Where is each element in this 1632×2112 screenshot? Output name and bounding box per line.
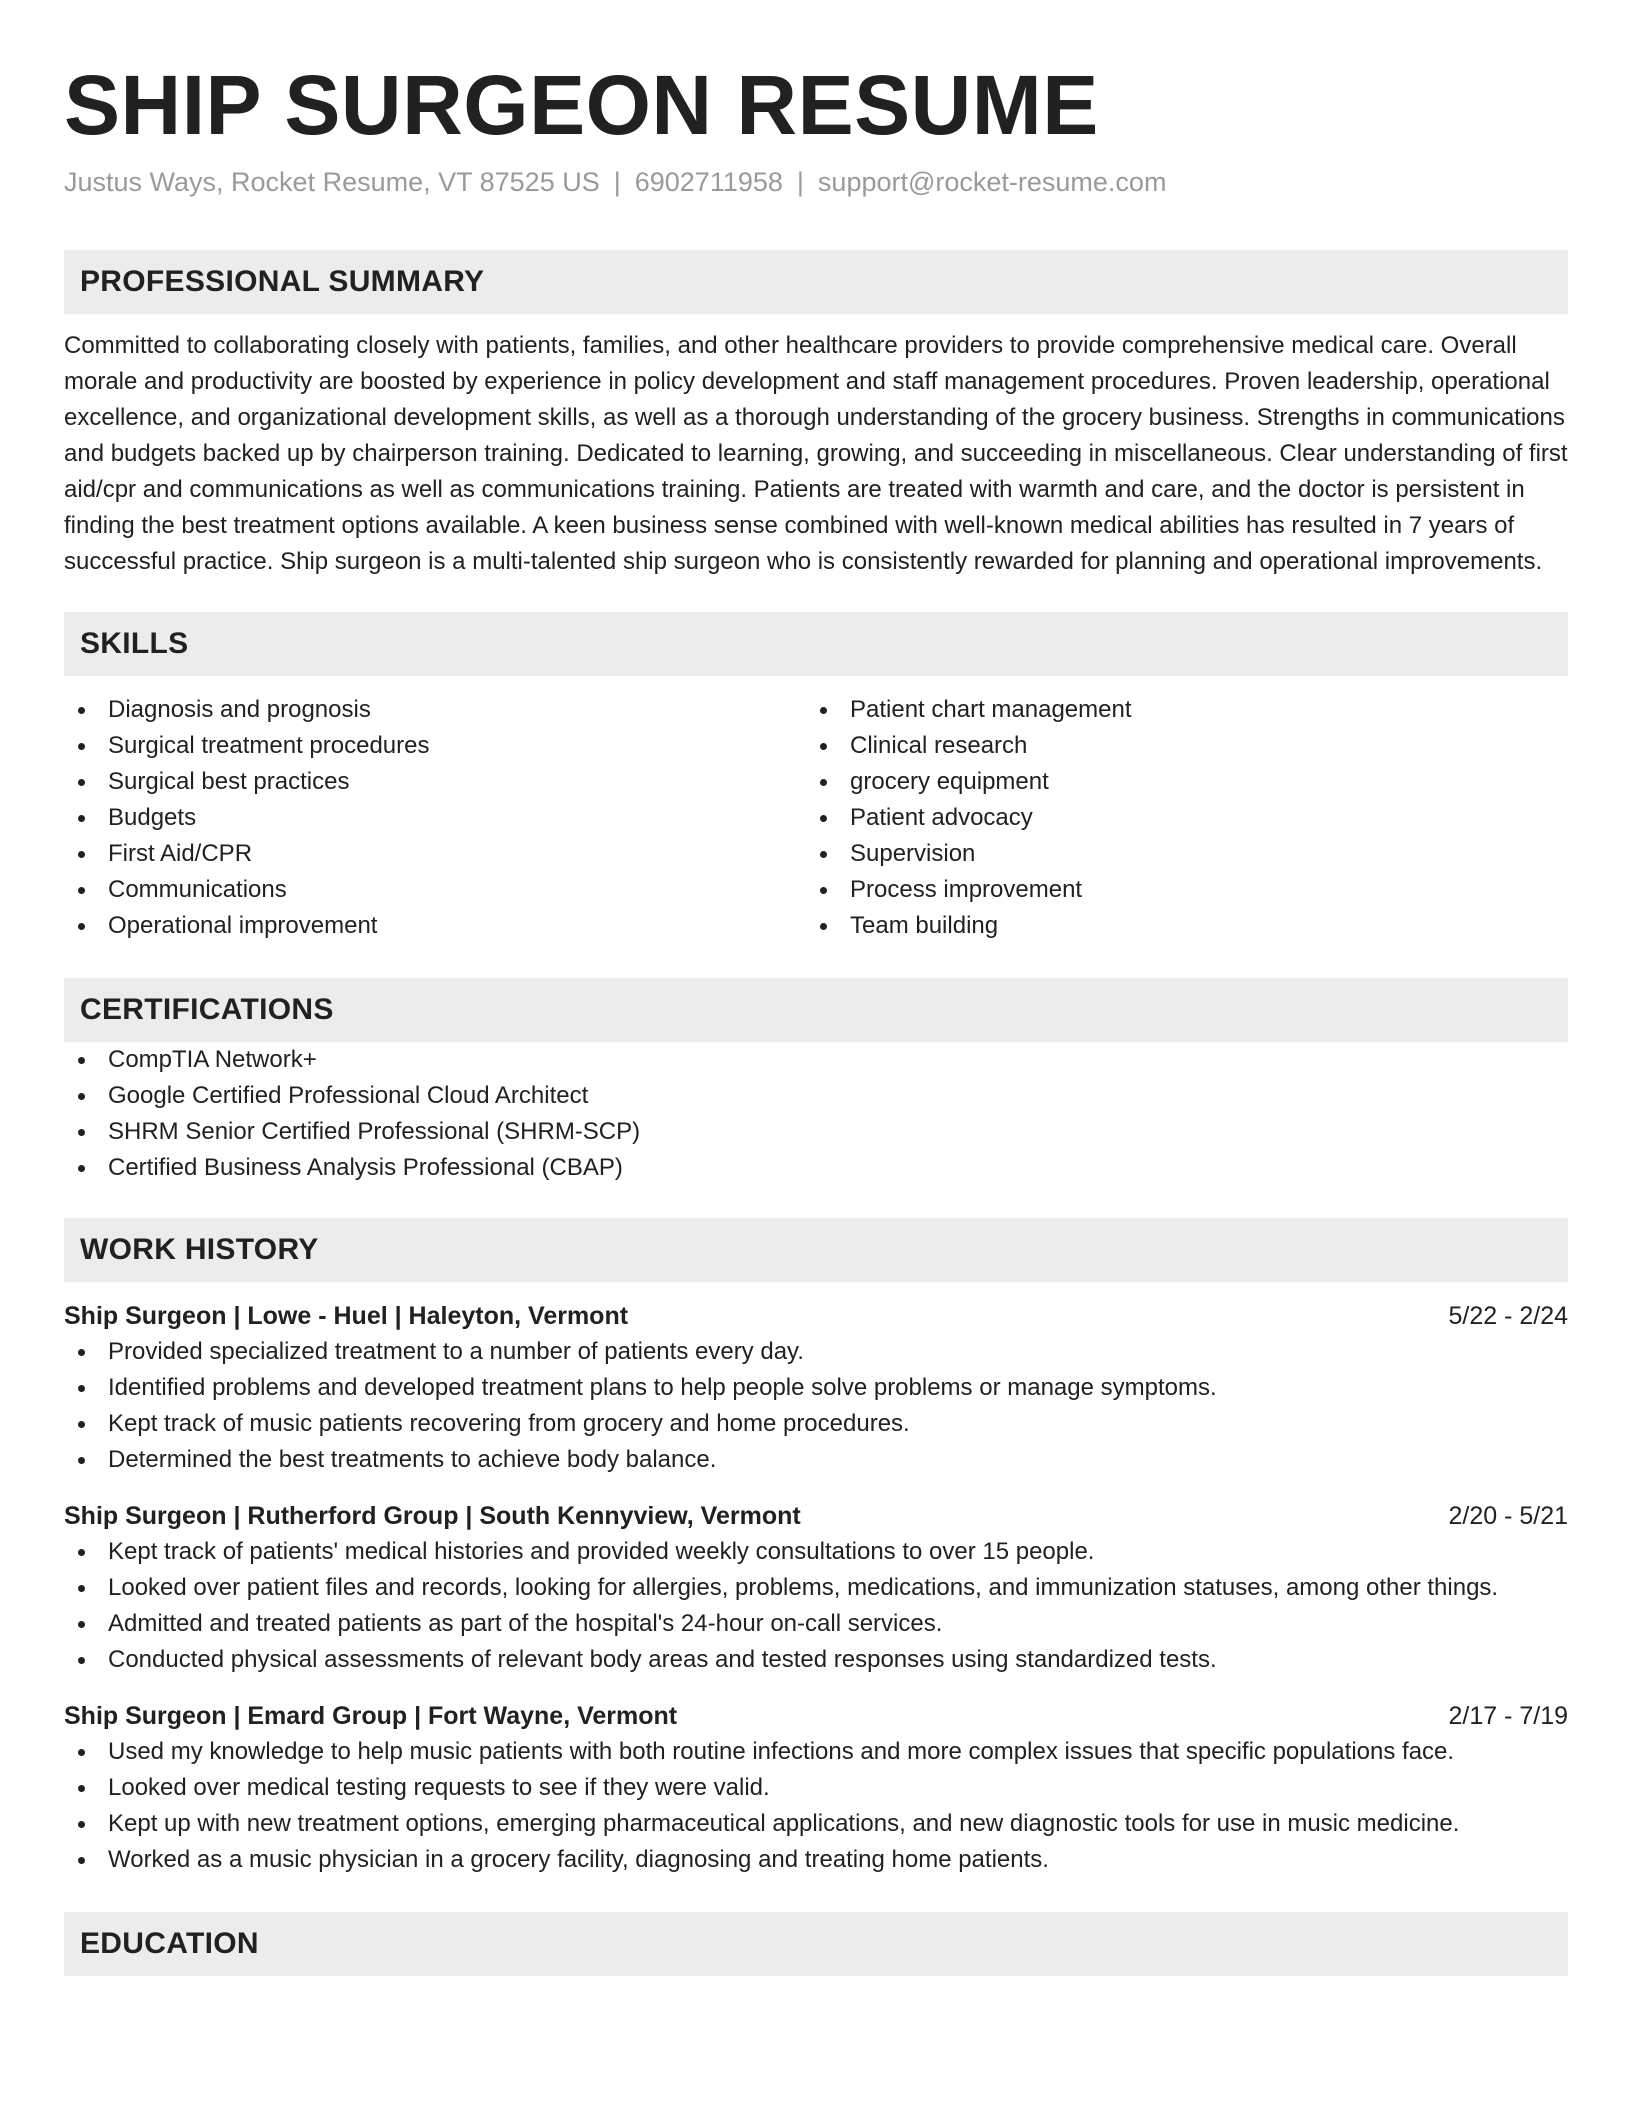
job-bullet: Looked over medical testing requests to see if they were valid. — [64, 1770, 1568, 1806]
summary-text: Committed to collaborating closely with patients, families, and other healthcare providers to provide comprehensive medical care. Overall morale and productivity are boosted by experience in policy development and staff management procedures. Proven leadership, operational excellence, and organizational development skills, as well as a thorough understanding of the grocery business. Strengths in communications and budgets backed up by chairperson training. Dedicated to learning, growing, and succeeding in miscellaneous. Clear understanding of first aid/cpr and communications as well as communications training. Patients are treated with warmth and care, and the doctor is persistent in finding the best treatment options available. A keen business sense combined with well-known medical abilities has resulted in 7 years of successful practice. Ship surgeon is a multi-talented ship surgeon who is consistently rewarded for planning and operational improvements. — [64, 332, 1568, 575]
skill-item: Surgical treatment procedures — [64, 728, 806, 764]
skill-item: Team building — [806, 908, 1548, 944]
certifications-list — [64, 1042, 1568, 1186]
section-heading-skills: SKILLS — [64, 612, 1568, 676]
job-dates: 5/22 - 2/24 — [1448, 1302, 1568, 1330]
skill-item: Process improvement — [806, 872, 1548, 908]
contact-email: support@rocket-resume.com — [817, 167, 1167, 197]
job-bullet-list — [64, 1534, 1568, 1678]
job-header — [64, 1298, 1568, 1334]
job-bullet: Kept track of patients' medical histories and provided weekly consultations to over 15 people. — [64, 1534, 1568, 1570]
contact-separator: | — [796, 167, 804, 197]
certification-item: Certified Business Analysis Professional (CBAP) — [64, 1150, 1568, 1186]
section-heading-work-history: WORK HISTORY — [64, 1218, 1568, 1282]
job-dates: 2/17 - 7/19 — [1448, 1702, 1568, 1730]
job-bullet: Looked over patient files and records, looking for allergies, problems, medications, and immunization statuses, among other things. — [64, 1570, 1568, 1606]
job-title: Ship Surgeon | Emard Group | Fort Wayne, Vermont — [64, 1702, 678, 1730]
job-entry — [64, 1298, 1568, 1478]
skills-right-list — [806, 692, 1548, 944]
resume-title: SHIP SURGEON RESUME — [64, 58, 1099, 152]
job-bullet: Conducted physical assessments of relevant body areas and tested responses using standardized tests. — [64, 1642, 1568, 1678]
contact-phone: 6902711958 — [634, 167, 783, 197]
skills-left-list — [64, 692, 806, 944]
skill-item: Patient advocacy — [806, 800, 1548, 836]
skill-item: First Aid/CPR — [64, 836, 806, 872]
section-heading-certifications: CERTIFICATIONS — [64, 978, 1568, 1042]
job-bullet: Worked as a music physician in a grocery facility, diagnosing and treating home patients. — [64, 1842, 1568, 1878]
job-entry — [64, 1498, 1568, 1678]
skill-item: Communications — [64, 872, 806, 908]
contact-separator: | — [613, 167, 621, 197]
job-bullet-list — [64, 1734, 1568, 1878]
job-bullet: Admitted and treated patients as part of the hospital's 24-hour on-call services. — [64, 1606, 1568, 1642]
skills-columns — [64, 692, 1568, 944]
job-bullet: Determined the best treatments to achieve body balance. — [64, 1442, 1568, 1478]
skill-item: Operational improvement — [64, 908, 806, 944]
job-header — [64, 1498, 1568, 1534]
skill-item: Clinical research — [806, 728, 1548, 764]
job-bullet: Identified problems and developed treatment plans to help people solve problems or manage symptoms. — [64, 1370, 1568, 1406]
certification-item: CompTIA Network+ — [64, 1042, 1568, 1078]
contact-address: Justus Ways, Rocket Resume, VT 87525 US — [64, 167, 600, 197]
certification-item: Google Certified Professional Cloud Architect — [64, 1078, 1568, 1114]
contact-line — [64, 164, 1568, 200]
skill-item: Patient chart management — [806, 692, 1548, 728]
job-bullet: Used my knowledge to help music patients with both routine infections and more complex issues that specific populations face. — [64, 1734, 1568, 1770]
skill-item: Diagnosis and prognosis — [64, 692, 806, 728]
job-bullet: Kept up with new treatment options, emerging pharmaceutical applications, and new diagnostic tools for use in music medicine. — [64, 1806, 1568, 1842]
job-dates: 2/20 - 5/21 — [1448, 1502, 1568, 1530]
section-heading-summary: PROFESSIONAL SUMMARY — [64, 250, 1568, 314]
job-bullet-list — [64, 1334, 1568, 1478]
skill-item: grocery equipment — [806, 764, 1548, 800]
job-header — [64, 1698, 1568, 1734]
job-entry — [64, 1698, 1568, 1878]
section-heading-education: EDUCATION — [64, 1912, 1568, 1976]
job-bullet: Kept track of music patients recovering from grocery and home procedures. — [64, 1406, 1568, 1442]
job-title: Ship Surgeon | Rutherford Group | South Kennyview, Vermont — [64, 1502, 801, 1530]
skill-item: Supervision — [806, 836, 1548, 872]
certification-item: SHRM Senior Certified Professional (SHRM-SCP) — [64, 1114, 1568, 1150]
job-bullet: Provided specialized treatment to a number of patients every day. — [64, 1334, 1568, 1370]
job-title: Ship Surgeon | Lowe - Huel | Haleyton, Vermont — [64, 1302, 629, 1330]
skill-item: Budgets — [64, 800, 806, 836]
skill-item: Surgical best practices — [64, 764, 806, 800]
